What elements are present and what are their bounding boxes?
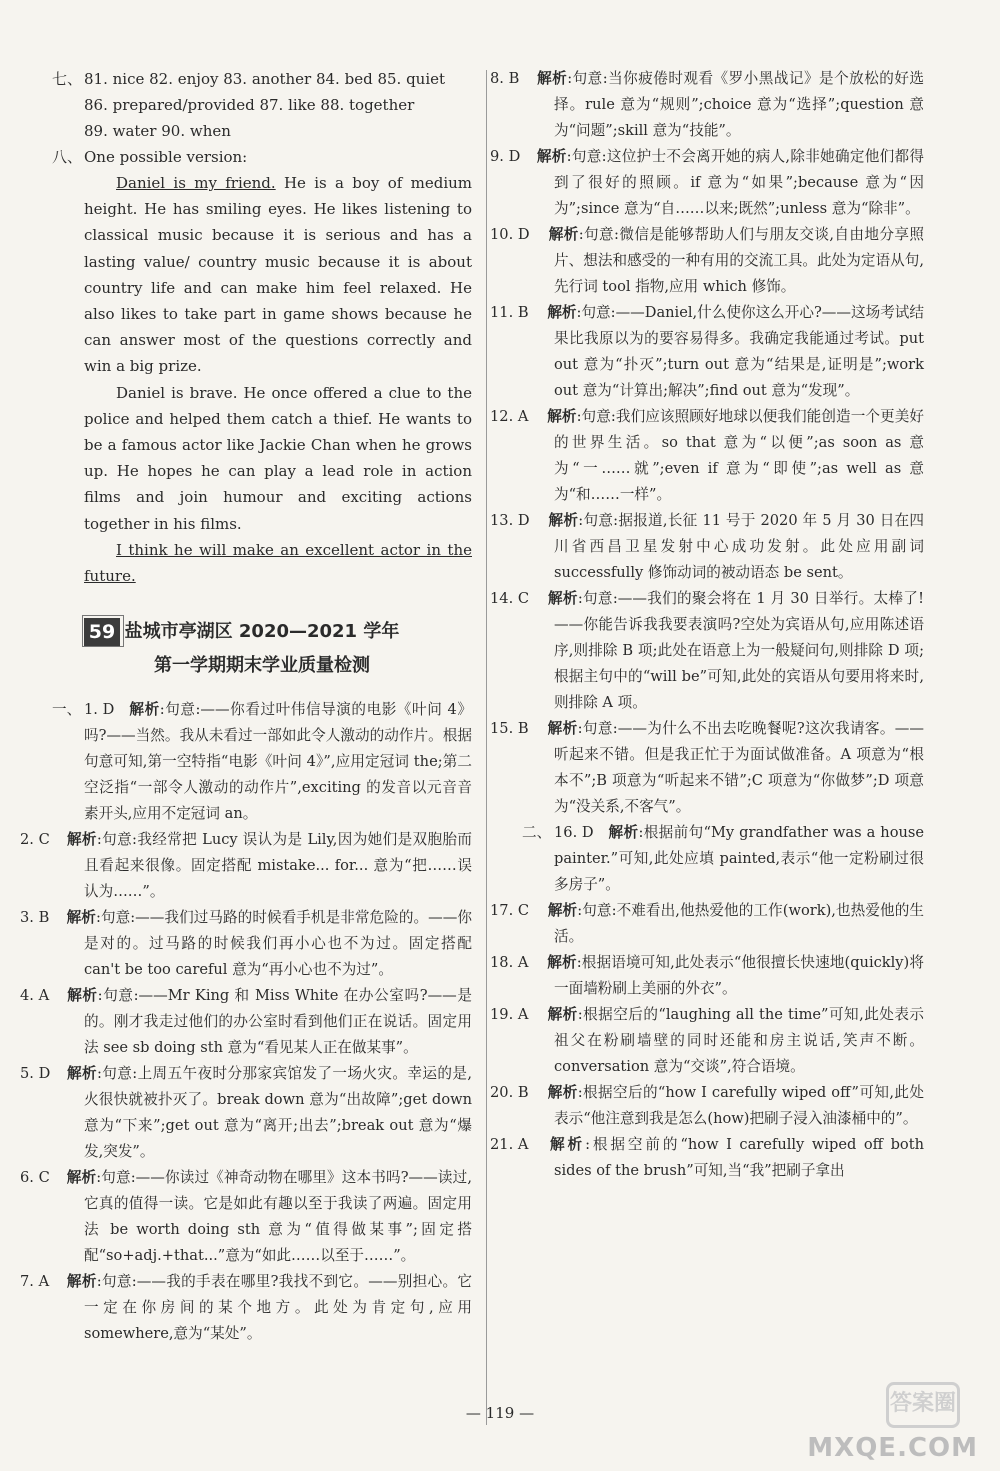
analysis-text: :句意:——我们的聚会将在 1 月 30 日举行。太棒了!——你能告诉我我要表演吗?空处为宾语从句,应用陈述语序,则排除 B 项;此处在语意上为一般疑问句,则排除 D 项;根据主句中的“will be”可知,此处的宾语从句要用将来时,则排除 A 项。 xyxy=(554,590,924,711)
answer-item: 4. A 解析:句意:——Mr King 和 Miss White 在办公室吗?——是的。刚才我走过他们的办公室时看到他们正在说话。固定用法 see sb doing sth 意为“看见某人正在做某事”。 xyxy=(20,987,472,1057)
analysis-text: :句意:——我的手表在哪里?我找不到它。——别担心。它一定在你房间的某个地方。此处为肯定句,应用 somewhere,意为“某处”。 xyxy=(84,1273,472,1343)
answer-item: 7. A 解析:句意:——我的手表在哪里?我找不到它。——别担心。它一定在你房间的某个地方。此处为肯定句,应用 somewhere,意为“某处”。 xyxy=(20,1273,472,1343)
answer-item: 5. D 解析:句意:上周五午夜时分那家宾馆发了一场火灾。幸运的是,火很快就被扑灭了。break down 意为“出故障”;get down 意为“下来”;get out 意为“离开;出去”;break out 意为“爆发,突发”。 xyxy=(20,1065,472,1161)
analysis-text: :根据空前的“how I carefully wiped off both sides of the brush”可知,当“我”把刷子拿出 xyxy=(554,1136,924,1179)
section-title-line-2: 第一学期期末学业质量检测 xyxy=(154,655,370,677)
analysis-text: :句意:——Daniel,什么使你这么开心?——这场考试结果比我原以为的要容易得多。我确定我能通过考试。put out 意为“扑灭”;turn out 意为“结果是,证明是”;work out 意为“计算出;解决”;find out 意为“发现”。 xyxy=(554,304,924,399)
page-number: — 119 — xyxy=(465,1404,535,1422)
analysis-label: 解析 xyxy=(66,1169,97,1187)
answer-item xyxy=(490,508,924,586)
answer-number: 21. A xyxy=(490,1136,529,1153)
answer-item xyxy=(490,1132,924,1184)
analysis-text: :句意:——我们过马路的时候看手机是非常危险的。——你是对的。过马路的时候我们再小心也不为过。固定搭配 can't be too careful 意为“再小心也不为过”。 xyxy=(84,909,472,979)
answer-number: 18. A xyxy=(490,954,529,971)
section-8-intro: 八、 One possible version: xyxy=(52,148,248,166)
analysis-label: 解析 xyxy=(547,590,578,607)
essay-paragraph-1: Daniel is my friend. He is a boy of medium height. He has smiling eyes. He likes listening to classical music because it is serious and has a lasting value/ country music because it is about country life and can make him feel relaxed. He also likes to take part in game shows because he can answer most of the questions correctly and win a big prize. xyxy=(84,174,472,376)
answer-item xyxy=(490,222,924,300)
answer-item xyxy=(490,950,924,1002)
analysis-text: :句意:上周五午夜时分那家宾馆发了一场火灾。幸运的是,火很快就被扑灭了。break down 意为“出故障”;get down 意为“下来”;get out 意为“离开;出去”;break out 意为“爆发,突发”。 xyxy=(84,1065,472,1161)
analysis-label: 解析 xyxy=(536,70,568,87)
analysis-text: :句意:不难看出,他热爱他的工作(work),也热爱他的生活。 xyxy=(554,902,924,945)
analysis-text: :句意:——为什么不出去吃晚餐呢?这次我请客。——听起来不错。但是我正忙于为面试做准备。A 项意为“根本不”;B 项意为“听起来不错”;C 项意为“你做梦”;D 项意为“没关系,不客气”。 xyxy=(554,720,924,815)
analysis-text: :句意:当你疲倦时观看《罗小黑战记》是个放松的好选择。rule 意为“规则”;choice 意为“选择”;question 意为“问题”;skill 意为“技能”。 xyxy=(554,70,924,139)
analysis-text: :句意:据报道,长征 11 号于 2020 年 5 月 30 日在四川省西昌卫星发射中心成功发射。此处应用副词 successfully 修饰动词的被动语态 be sent。 xyxy=(554,512,924,581)
answer-number: 1. D xyxy=(84,701,115,719)
section-7-line-1: 七、 81. nice 82. enjoy 83. another 84. bed 85. quiet xyxy=(52,70,446,88)
section-number-badge: 59 xyxy=(84,618,120,646)
analysis-label: 解析 xyxy=(66,987,98,1005)
analysis-text: :句意:——Mr King 和 Miss White 在办公室吗?——是的。刚才我走过他们的办公室时看到他们正在说话。固定用法 see sb doing sth 意为“看见某人正在做某事”。 xyxy=(84,987,472,1057)
analysis-label: 解析 xyxy=(66,909,96,927)
analysis-label: 解析 xyxy=(547,720,578,737)
answer-number: 16. D xyxy=(554,824,594,841)
answer-item xyxy=(490,300,924,404)
analysis-label: 解析 xyxy=(66,831,97,849)
right-answer-list-part-2 xyxy=(490,820,924,1184)
watermark-badge: 答案圈 xyxy=(886,1382,960,1428)
left-answer-list xyxy=(20,697,472,1347)
analysis-text: :句意:这位护士不会离开她的病人,除非她确定他们都得到了很好的照顾。if 意为“如果”;because 意为“因为”;since 意为“自……以来;既然”;unless 意为“除非”。 xyxy=(554,148,924,217)
analysis-label: 解析 xyxy=(547,408,577,425)
right-answer-list-part-1 xyxy=(490,66,924,820)
analysis-label: 解析 xyxy=(608,824,639,841)
answer-item xyxy=(490,1002,924,1080)
section-title xyxy=(52,615,472,683)
answer-number: 11. B xyxy=(490,304,529,321)
analysis-text: :句意:——你看过叶伟信导演的电影《叶问 4》吗?——当然。我从未看过一部如此令人激动的动作片。根据句意可知,第一空特指“电影《叶问 4》”,应用定冠词 the;第二空泛指“一部令人激动的动作片”,exciting 的发音以元音音素开头,应用不定冠词 an。 xyxy=(84,701,472,823)
analysis-label: 解析 xyxy=(128,701,160,719)
analysis-label: 解析 xyxy=(547,954,577,971)
section-title-line-1: 盐城市亭湖区 2020—2021 学年 xyxy=(124,621,400,643)
answer-item xyxy=(490,898,924,950)
right-column xyxy=(490,66,924,1184)
part-label: 一、 xyxy=(52,701,82,719)
answer-number: 20. B xyxy=(490,1084,529,1101)
column-divider xyxy=(486,70,487,1425)
analysis-label: 解析 xyxy=(547,1136,586,1153)
section-7-line-3: 89. water 90. when xyxy=(84,122,231,140)
analysis-label: 解析 xyxy=(547,1084,578,1101)
answer-item xyxy=(522,820,924,898)
analysis-label: 解析 xyxy=(547,304,577,321)
analysis-label: 解析 xyxy=(548,512,579,529)
answer-item: 6. C 解析:句意:——你读过《神奇动物在哪里》这本书吗?——读过,它真的值得一读。它是如此有趣以至于我读了两遍。固定用法 be worth doing sth 意为“值得做某事”;固定搭配“so+adj.+that...”意为“如此……以至于……”。 xyxy=(20,1169,472,1265)
part-label: 二、 xyxy=(522,824,552,841)
left-column xyxy=(20,66,472,1347)
analysis-label: 解析 xyxy=(547,902,578,919)
answer-number: 13. D xyxy=(490,512,530,529)
analysis-label: 解析 xyxy=(66,1065,97,1083)
answer-number: 19. A xyxy=(490,1006,529,1023)
answer-number: 12. A xyxy=(490,408,529,425)
answer-item xyxy=(490,716,924,820)
answer-item xyxy=(52,697,472,827)
answer-item xyxy=(490,404,924,508)
answer-number: 15. B xyxy=(490,720,529,737)
analysis-label: 解析 xyxy=(536,148,567,165)
essay-paragraph-2: Daniel is brave. He once offered a clue to the police and helped them catch a thief. He wants to be a famous actor like Jackie Chan when he grows up. He hopes he can play a lead role in action films and join humour and exciting actions together in his films. xyxy=(84,383,472,533)
answer-item: 2. C 解析:句意:我经常把 Lucy 误认为是 Lily,因为她们是双胞胎而且看起来很像。固定搭配 mistake... for... 意为“把……误认为……”。 xyxy=(20,831,472,901)
analysis-label: 解析 xyxy=(66,1273,97,1291)
analysis-text: :根据空后的“laughing all the time”可知,此处表示祖父在粉刷墙壁的同时还能和房主说话,笑声不断。conversation 意为“交谈”,符合语境。 xyxy=(554,1006,924,1075)
analysis-text: :根据语境可知,此处表示“他很擅长快速地(quickly)将一面墙粉刷上美丽的外衣”。 xyxy=(554,954,924,997)
analysis-text: :根据前句“My grandfather was a house painter.”可知,此处应填 painted,表示“他一定粉刷过很多房子”。 xyxy=(554,824,924,893)
sample-essay xyxy=(84,170,472,589)
watermark-site: MXQE.COM xyxy=(807,1433,978,1463)
analysis-text: :句意:我经常把 Lucy 误认为是 Lily,因为她们是双胞胎而且看起来很像。固定搭配 mistake... for... 意为“把……误认为……”。 xyxy=(84,831,472,901)
answer-item xyxy=(490,1080,924,1132)
answer-number: 10. D xyxy=(490,226,530,243)
analysis-text: :根据空后的“how I carefully wiped off”可知,此处表示“他注意到我是怎么(how)把刷子浸入油漆桶中的”。 xyxy=(554,1084,924,1127)
analysis-label: 解析 xyxy=(548,226,579,243)
answer-item: 9. D 解析:句意:这位护士不会离开她的病人,除非她确定他们都得到了很好的照顾。if 意为“如果”;because 意为“因为”;since 意为“自……以来;既然”;unless 意为“除非”。 xyxy=(490,148,924,217)
essay-paragraph-3: I think he will make an excellent actor in the future. xyxy=(84,540,472,586)
analysis-text: :句意:微信是能够帮助人们与朋友交谈,自由地分享照片、想法和感受的一种有用的交流工具。此处为定语从句,先行词 tool 指物,应用 which 修饰。 xyxy=(554,226,924,295)
analysis-label: 解析 xyxy=(547,1006,578,1023)
answer-number: 17. C xyxy=(490,902,530,919)
analysis-text: :句意:我们应该照顾好地球以便我们能创造一个更美好的世界生活。so that 意为“以便”;as soon as 意为“一……就”;even if 意为“即使”;as well as 意为“和……一样”。 xyxy=(554,408,924,503)
analysis-text: :句意:——你读过《神奇动物在哪里》这本书吗?——读过,它真的值得一读。它是如此有趣以至于我读了两遍。固定用法 be worth doing sth 意为“值得做某事”;固定搭配“so+adj.+that...”意为“如此……以至于……”。 xyxy=(84,1169,472,1265)
answer-item: 8. B 解析:句意:当你疲倦时观看《罗小黑战记》是个放松的好选择。rule 意为“规则”;choice 意为“选择”;question 意为“问题”;skill 意为“技能”。 xyxy=(490,70,924,139)
section-7-line-2: 86. prepared/provided 87. like 88. together xyxy=(84,96,415,114)
answer-item: 3. B 解析:句意:——我们过马路的时候看手机是非常危险的。——你是对的。过马路的时候我们再小心也不为过。固定搭配 can't be too careful 意为“再小心也不为过”。 xyxy=(20,909,472,979)
answer-item xyxy=(490,586,924,716)
answer-number: 14. C xyxy=(490,590,530,607)
